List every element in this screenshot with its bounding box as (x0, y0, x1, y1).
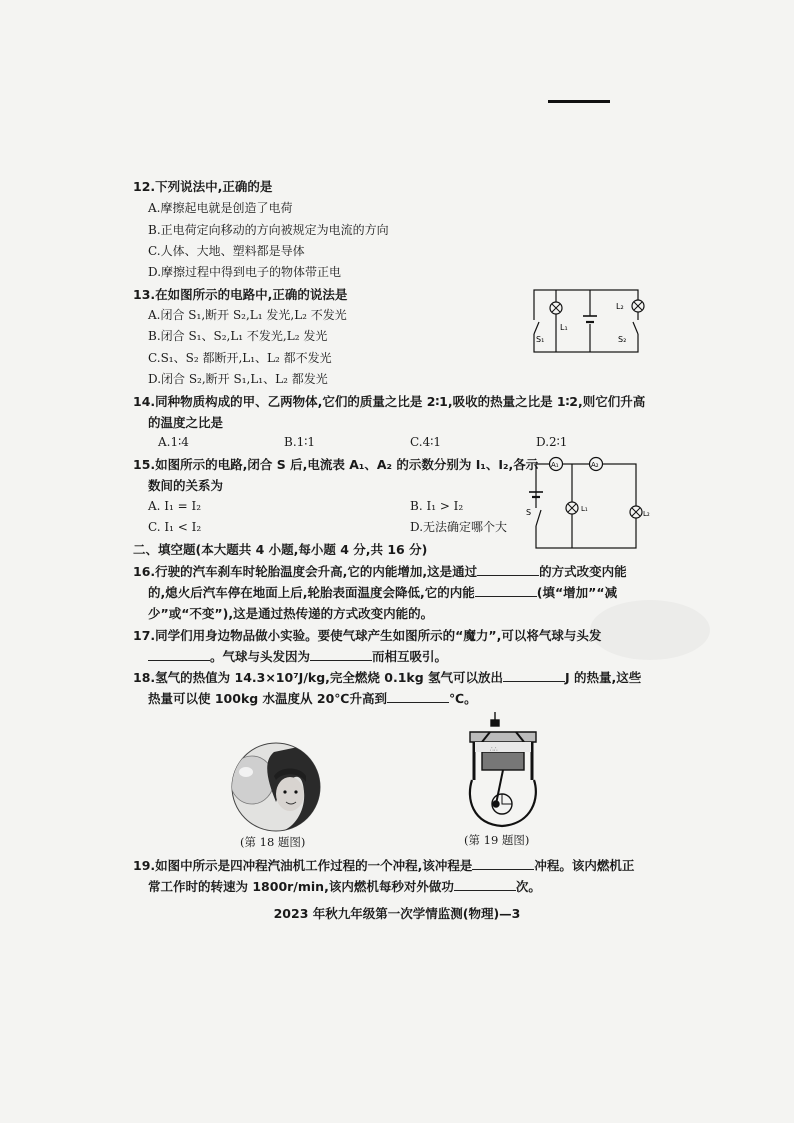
question-16-line2 (148, 582, 617, 603)
scan-smudge (590, 600, 710, 660)
question-14-stem-line1: 14.同种物质构成的甲、乙两物体,它们的质量之比是 2∶1,吸收的热量之比是 1∶2,则它们升高 (133, 394, 646, 409)
figure-18-caption: (第 18 题图) (240, 835, 306, 849)
q13-label-l1: L₁ (560, 323, 568, 332)
q15-option-a: A. I₁ = I₂ (148, 499, 202, 513)
q15-circuit-diagram (526, 452, 650, 552)
q16-text-3: 的,熄火后汽车停在地面上后,轮胎表面温度会降低,它的内能 (148, 585, 475, 600)
q15-option-c: C. I₁ < I₂ (148, 520, 202, 534)
question-13-stem: 13.在如图所示的电路中,正确的说法是 (133, 287, 348, 302)
q17-blank-2[interactable] (310, 648, 372, 661)
q16-blank-1[interactable] (477, 563, 539, 576)
q16-text-4: (填“增加”“减 (536, 585, 618, 600)
question-15-line2 (148, 475, 223, 496)
q18-blank-1[interactable] (503, 669, 565, 682)
top-mark (548, 100, 610, 103)
q15-label-l1: L₁ (581, 505, 588, 513)
q14-option-a: A.1∶4 (158, 435, 189, 449)
question-14-line2 (148, 412, 223, 433)
q12-option-d: D.摩擦过程中得到电子的物体带正电 (148, 265, 342, 279)
question-15 (133, 454, 538, 475)
question-17 (133, 625, 601, 646)
question-18-line2 (148, 688, 477, 709)
q13-circuit-diagram (528, 284, 646, 356)
q15-option-b: B. I₁ > I₂ (410, 499, 464, 513)
q18-text-3: 热量可以使 100kg 水温度从 20℃升高到 (148, 691, 387, 706)
q12-option-b: B.正电荷定向移动的方向被规定为电流的方向 (148, 223, 389, 237)
section-2-heading: 二、填空题(本大题共 4 小题,每小题 4 分,共 16 分) (133, 542, 428, 557)
question-15-stem-line2: 数间的关系为 (148, 478, 224, 493)
q13-option-b: B.闭合 S₁、S₂,L₁ 不发光,L₂ 发光 (148, 329, 328, 343)
figure-19-caption: (第 19 题图) (464, 833, 530, 847)
question-18 (133, 667, 641, 688)
q19-blank-2[interactable] (454, 878, 516, 891)
q13-option-a: A.闭合 S₁,断开 S₂,L₁ 发光,L₂ 不发光 (148, 308, 347, 322)
question-16-line3 (148, 603, 433, 624)
q17-text-3: 而相互吸引。 (372, 649, 448, 664)
question-19 (133, 855, 634, 876)
figure-19-engine (462, 708, 544, 830)
q17-blank-1[interactable] (148, 648, 210, 661)
question-14-stem-line2: 的温度之比是 (148, 415, 224, 430)
question-12 (133, 176, 272, 197)
q16-text-2: 的方式改变内能 (539, 564, 627, 579)
question-16 (133, 561, 627, 582)
face-shape (276, 777, 304, 811)
q17-text-2: 。气球与头发因为 (210, 649, 311, 664)
question-19-line2 (148, 876, 541, 897)
q12-option-a: A.摩擦起电就是创造了电荷 (148, 201, 293, 215)
q19-blank-1[interactable] (472, 857, 534, 870)
q13-label-l2: L₂ (616, 302, 624, 311)
q15-label-l2: L₂ (643, 510, 650, 518)
balloon-shape (230, 756, 274, 804)
q18-blank-2[interactable] (387, 690, 449, 703)
q15-option-d: D.无法确定哪个大 (410, 520, 508, 534)
q16-text-1: 16.行驶的汽车刹车时轮胎温度会升高,它的内能增加,这是通过 (133, 564, 478, 579)
q13-option-c: C.S₁、S₂ 都断开,L₁、L₂ 都不发光 (148, 351, 332, 365)
q16-text-5: 少”或“不变”),这是通过热传递的方式改变内能的。 (148, 606, 434, 621)
piston (482, 752, 524, 770)
q13-label-s1: S₁ (536, 335, 545, 344)
question-15-stem-line1: 15.如图所示的电路,闭合 S 后,电流表 A₁、A₂ 的示数分别为 I₁、I₂,各示 (133, 457, 539, 472)
q13-option-d: D.闭合 S₂,断开 S₁,L₁、L₂ 都发光 (148, 372, 328, 386)
q13-label-s2: S₂ (618, 335, 627, 344)
q19-text-4: 次。 (515, 879, 541, 894)
q19-text-2: 冲程。该内燃机正 (534, 858, 635, 873)
q15-label-s: S (526, 508, 532, 517)
q14-option-d: D.2∶1 (536, 435, 568, 449)
q14-option-b: B.1∶1 (284, 435, 316, 449)
q18-text-2: J 的热量,这些 (565, 670, 642, 685)
q18-text-1: 18.氢气的热值为 14.3×10⁷J/kg,完全燃烧 0.1kg 氢气可以放出 (133, 670, 504, 685)
q15-label-a2: A₂ (591, 461, 599, 469)
page-footer: 2023 年秋九年级第一次学情监测(物理)—3 (273, 906, 521, 921)
q17-text-1: 17.同学们用身边物品做小实验。要使气球产生如图所示的“魔力”,可以将气球与头发 (133, 628, 602, 643)
question-14 (133, 391, 645, 412)
q16-blank-2[interactable] (475, 584, 537, 597)
q15-label-a1: A₁ (551, 461, 559, 469)
question-13 (133, 284, 347, 305)
crankcase (470, 780, 536, 826)
q12-option-c: C.人体、大地、塑料都是导体 (148, 244, 305, 258)
svg-text:∴∴: ∴∴ (490, 746, 498, 753)
question-12-stem: 12.下列说法中,正确的是 (133, 179, 273, 194)
question-17-line2 (148, 646, 447, 667)
q19-text-3: 常工作时的转速为 1800r/min,该内燃机每秒对外做功 (148, 879, 454, 894)
q18-text-4: ℃。 (448, 691, 477, 706)
q19-text-1: 19.如图中所示是四冲程汽油机工作过程的一个冲程,该冲程是 (133, 858, 473, 873)
q14-option-c: C.4∶1 (410, 435, 441, 449)
figure-18-balloon-girl (222, 742, 330, 832)
